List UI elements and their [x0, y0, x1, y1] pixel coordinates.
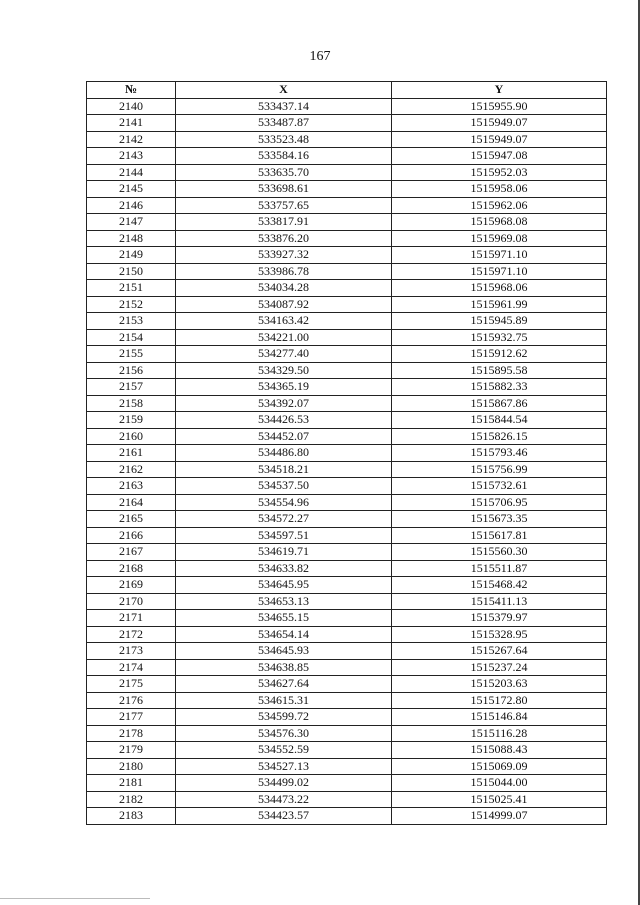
- y-coordinate-cell: 1515511.87: [392, 560, 607, 577]
- x-coordinate-cell: 534365.19: [176, 379, 392, 396]
- x-coordinate-cell: 533876.20: [176, 230, 392, 247]
- table-row: [87, 511, 607, 528]
- point-number-cell: 2171: [87, 610, 176, 627]
- y-coordinate-cell: 1515958.06: [392, 181, 607, 198]
- point-number-cell: 2162: [87, 461, 176, 478]
- table-row: [87, 164, 607, 181]
- x-coordinate-cell: 533757.65: [176, 197, 392, 214]
- header-x: X: [176, 82, 392, 99]
- x-coordinate-cell: 534426.53: [176, 412, 392, 429]
- table-row: [87, 197, 607, 214]
- y-coordinate-cell: 1515867.86: [392, 395, 607, 412]
- table-row: [87, 676, 607, 693]
- y-coordinate-cell: 1515172.80: [392, 692, 607, 709]
- y-coordinate-cell: 1515237.24: [392, 659, 607, 676]
- y-coordinate-cell: 1515328.95: [392, 626, 607, 643]
- point-number-cell: 2177: [87, 709, 176, 726]
- y-coordinate-cell: 1515971.10: [392, 247, 607, 264]
- table-row: [87, 560, 607, 577]
- x-coordinate-cell: 534486.80: [176, 445, 392, 462]
- table-row: [87, 428, 607, 445]
- coordinates-table: [86, 81, 607, 825]
- y-coordinate-cell: 1515826.15: [392, 428, 607, 445]
- table-row: [87, 445, 607, 462]
- point-number-cell: 2176: [87, 692, 176, 709]
- x-coordinate-cell: 534654.14: [176, 626, 392, 643]
- point-number-cell: 2172: [87, 626, 176, 643]
- x-coordinate-cell: 533927.32: [176, 247, 392, 264]
- x-coordinate-cell: 534653.13: [176, 593, 392, 610]
- y-coordinate-cell: 1515379.97: [392, 610, 607, 627]
- y-coordinate-cell: 1515756.99: [392, 461, 607, 478]
- point-number-cell: 2149: [87, 247, 176, 264]
- point-number-cell: 2173: [87, 643, 176, 660]
- table-row: [87, 478, 607, 495]
- table-row: [87, 230, 607, 247]
- table-row: [87, 808, 607, 825]
- table-header: [87, 82, 607, 99]
- x-coordinate-cell: 534329.50: [176, 362, 392, 379]
- x-coordinate-cell: 533817.91: [176, 214, 392, 231]
- x-coordinate-cell: 534552.59: [176, 742, 392, 759]
- point-number-cell: 2165: [87, 511, 176, 528]
- x-coordinate-cell: 533698.61: [176, 181, 392, 198]
- point-number-cell: 2148: [87, 230, 176, 247]
- point-number-cell: 2160: [87, 428, 176, 445]
- point-number-cell: 2147: [87, 214, 176, 231]
- y-coordinate-cell: 1515949.07: [392, 131, 607, 148]
- x-coordinate-cell: 534633.82: [176, 560, 392, 577]
- table-row: [87, 610, 607, 627]
- table-row: [87, 593, 607, 610]
- point-number-cell: 2183: [87, 808, 176, 825]
- y-coordinate-cell: 1515945.89: [392, 313, 607, 330]
- x-coordinate-cell: 534087.92: [176, 296, 392, 313]
- point-number-cell: 2182: [87, 791, 176, 808]
- y-coordinate-cell: 1515203.63: [392, 676, 607, 693]
- x-coordinate-cell: 534277.40: [176, 346, 392, 363]
- table-row: [87, 362, 607, 379]
- x-coordinate-cell: 533523.48: [176, 131, 392, 148]
- y-coordinate-cell: 1515267.64: [392, 643, 607, 660]
- y-coordinate-cell: 1515793.46: [392, 445, 607, 462]
- x-coordinate-cell: 534452.07: [176, 428, 392, 445]
- table-row: [87, 181, 607, 198]
- table-row: [87, 544, 607, 561]
- point-number-cell: 2142: [87, 131, 176, 148]
- table-row: [87, 329, 607, 346]
- table-row: [87, 247, 607, 264]
- table-row: [87, 296, 607, 313]
- x-coordinate-cell: 534518.21: [176, 461, 392, 478]
- y-coordinate-cell: 1515969.08: [392, 230, 607, 247]
- table-row: [87, 148, 607, 165]
- point-number-cell: 2145: [87, 181, 176, 198]
- x-coordinate-cell: 534499.02: [176, 775, 392, 792]
- x-coordinate-cell: 533584.16: [176, 148, 392, 165]
- table-row: [87, 758, 607, 775]
- point-number-cell: 2153: [87, 313, 176, 330]
- table-row: [87, 494, 607, 511]
- point-number-cell: 2164: [87, 494, 176, 511]
- x-coordinate-cell: 534163.42: [176, 313, 392, 330]
- point-number-cell: 2174: [87, 659, 176, 676]
- table-header-row: [87, 82, 607, 99]
- x-coordinate-cell: 534527.13: [176, 758, 392, 775]
- point-number-cell: 2166: [87, 527, 176, 544]
- header-y: Y: [392, 82, 607, 99]
- x-coordinate-cell: 534599.72: [176, 709, 392, 726]
- y-coordinate-cell: 1515949.07: [392, 115, 607, 132]
- point-number-cell: 2157: [87, 379, 176, 396]
- y-coordinate-cell: 1515844.54: [392, 412, 607, 429]
- x-coordinate-cell: 534537.50: [176, 478, 392, 495]
- point-number-cell: 2168: [87, 560, 176, 577]
- y-coordinate-cell: 1515968.06: [392, 280, 607, 297]
- point-number-cell: 2163: [87, 478, 176, 495]
- x-coordinate-cell: 534655.15: [176, 610, 392, 627]
- x-coordinate-cell: 533986.78: [176, 263, 392, 280]
- y-coordinate-cell: 1515952.03: [392, 164, 607, 181]
- table-row: [87, 263, 607, 280]
- x-coordinate-cell: 534645.95: [176, 577, 392, 594]
- point-number-cell: 2169: [87, 577, 176, 594]
- point-number-cell: 2154: [87, 329, 176, 346]
- x-coordinate-cell: 534423.57: [176, 808, 392, 825]
- table-row: [87, 395, 607, 412]
- x-coordinate-cell: 534034.28: [176, 280, 392, 297]
- y-coordinate-cell: 1515961.99: [392, 296, 607, 313]
- x-coordinate-cell: 534473.22: [176, 791, 392, 808]
- table-body: [87, 98, 607, 824]
- header-number: №: [87, 82, 176, 99]
- table-row: [87, 643, 607, 660]
- y-coordinate-cell: 1515044.00: [392, 775, 607, 792]
- table-row: [87, 280, 607, 297]
- table-row: [87, 709, 607, 726]
- table-row: [87, 692, 607, 709]
- x-coordinate-cell: 534645.93: [176, 643, 392, 660]
- y-coordinate-cell: 1515912.62: [392, 346, 607, 363]
- table-row: [87, 214, 607, 231]
- point-number-cell: 2146: [87, 197, 176, 214]
- point-number-cell: 2159: [87, 412, 176, 429]
- point-number-cell: 2158: [87, 395, 176, 412]
- y-coordinate-cell: 1515882.33: [392, 379, 607, 396]
- x-coordinate-cell: 534597.51: [176, 527, 392, 544]
- y-coordinate-cell: 1515560.30: [392, 544, 607, 561]
- x-coordinate-cell: 534619.71: [176, 544, 392, 561]
- y-coordinate-cell: 1515955.90: [392, 98, 607, 115]
- point-number-cell: 2161: [87, 445, 176, 462]
- point-number-cell: 2175: [87, 676, 176, 693]
- point-number-cell: 2143: [87, 148, 176, 165]
- scan-artifact-line: [0, 898, 150, 899]
- point-number-cell: 2156: [87, 362, 176, 379]
- table-row: [87, 775, 607, 792]
- y-coordinate-cell: 1515146.84: [392, 709, 607, 726]
- y-coordinate-cell: 1515947.08: [392, 148, 607, 165]
- table-row: [87, 527, 607, 544]
- y-coordinate-cell: 1515116.28: [392, 725, 607, 742]
- y-coordinate-cell: 1515617.81: [392, 527, 607, 544]
- table-row: [87, 461, 607, 478]
- x-coordinate-cell: 534615.31: [176, 692, 392, 709]
- table-row: [87, 412, 607, 429]
- point-number-cell: 2151: [87, 280, 176, 297]
- y-coordinate-cell: 1515895.58: [392, 362, 607, 379]
- point-number-cell: 2178: [87, 725, 176, 742]
- point-number-cell: 2155: [87, 346, 176, 363]
- point-number-cell: 2140: [87, 98, 176, 115]
- x-coordinate-cell: 533635.70: [176, 164, 392, 181]
- table-row: [87, 659, 607, 676]
- y-coordinate-cell: 1515025.41: [392, 791, 607, 808]
- point-number-cell: 2170: [87, 593, 176, 610]
- x-coordinate-cell: 533487.87: [176, 115, 392, 132]
- table-row: [87, 98, 607, 115]
- x-coordinate-cell: 534572.27: [176, 511, 392, 528]
- page-number: 167: [309, 49, 331, 64]
- point-number-cell: 2180: [87, 758, 176, 775]
- table-row: [87, 131, 607, 148]
- table-row: [87, 379, 607, 396]
- table-row: [87, 791, 607, 808]
- table-row: [87, 346, 607, 363]
- y-coordinate-cell: 1515411.13: [392, 593, 607, 610]
- x-coordinate-cell: 534627.64: [176, 676, 392, 693]
- table-row: [87, 577, 607, 594]
- y-coordinate-cell: 1514999.07: [392, 808, 607, 825]
- y-coordinate-cell: 1515673.35: [392, 511, 607, 528]
- point-number-cell: 2141: [87, 115, 176, 132]
- x-coordinate-cell: 534554.96: [176, 494, 392, 511]
- point-number-cell: 2181: [87, 775, 176, 792]
- y-coordinate-cell: 1515968.08: [392, 214, 607, 231]
- point-number-cell: 2144: [87, 164, 176, 181]
- table-row: [87, 725, 607, 742]
- table-row: [87, 115, 607, 132]
- x-coordinate-cell: 534221.00: [176, 329, 392, 346]
- y-coordinate-cell: 1515706.95: [392, 494, 607, 511]
- x-coordinate-cell: 534638.85: [176, 659, 392, 676]
- table-row: [87, 626, 607, 643]
- x-coordinate-cell: 534392.07: [176, 395, 392, 412]
- y-coordinate-cell: 1515971.10: [392, 263, 607, 280]
- y-coordinate-cell: 1515088.43: [392, 742, 607, 759]
- point-number-cell: 2150: [87, 263, 176, 280]
- y-coordinate-cell: 1515069.09: [392, 758, 607, 775]
- y-coordinate-cell: 1515732.61: [392, 478, 607, 495]
- table-row: [87, 313, 607, 330]
- x-coordinate-cell: 534576.30: [176, 725, 392, 742]
- point-number-cell: 2152: [87, 296, 176, 313]
- y-coordinate-cell: 1515468.42: [392, 577, 607, 594]
- table-row: [87, 742, 607, 759]
- y-coordinate-cell: 1515932.75: [392, 329, 607, 346]
- point-number-cell: 2179: [87, 742, 176, 759]
- point-number-cell: 2167: [87, 544, 176, 561]
- y-coordinate-cell: 1515962.06: [392, 197, 607, 214]
- x-coordinate-cell: 533437.14: [176, 98, 392, 115]
